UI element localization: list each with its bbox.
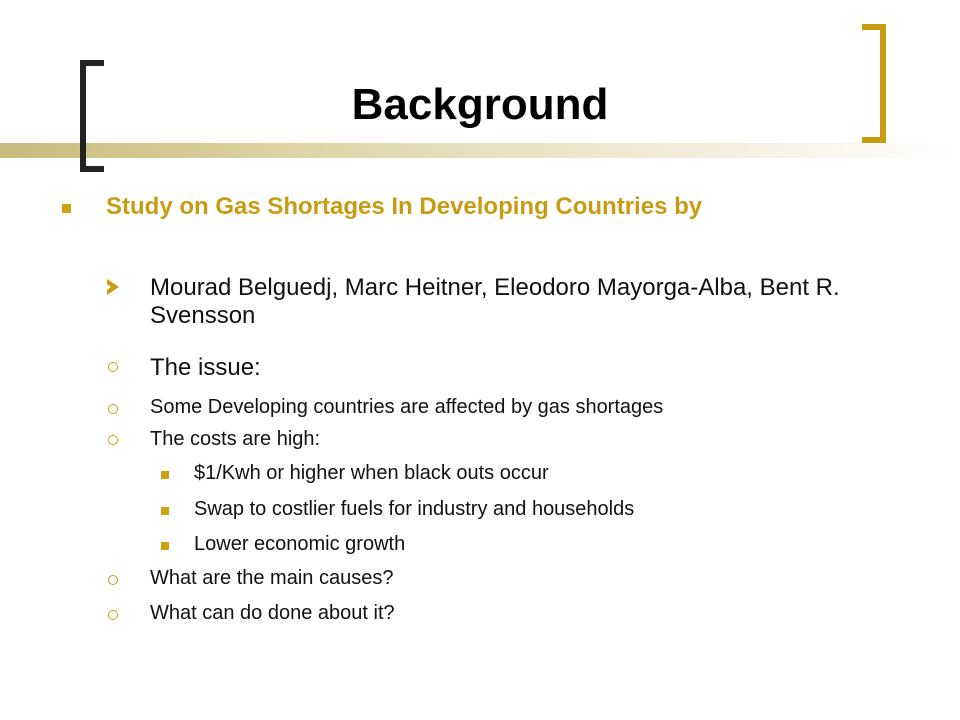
cost-item: Lower economic growth <box>194 533 406 555</box>
square-bullet-icon <box>160 506 170 516</box>
square-bullet-icon <box>160 470 170 480</box>
question-item: What can do done about it? <box>150 602 395 624</box>
ring-bullet-icon <box>107 434 119 446</box>
issue-label: The issue: <box>150 354 261 381</box>
ring-bullet-icon <box>107 609 119 621</box>
point-item: The costs are high: <box>150 428 321 450</box>
arrow-bullet-icon <box>106 279 120 295</box>
slide-title: Background <box>351 80 609 129</box>
ring-bullet-icon <box>107 403 119 415</box>
square-bullet-icon <box>60 202 72 214</box>
question-item: What are the main causes? <box>150 567 394 589</box>
authors-text: Mourad Belguedj, Marc Heitner, Eleodoro Mayorga-Alba, Bent R. Svensson <box>150 274 840 329</box>
study-heading: Study on Gas Shortages In Developing Countries by <box>106 193 703 220</box>
cost-item: $1/Kwh or higher when black outs occur <box>194 462 549 484</box>
ring-bullet-icon <box>107 574 119 586</box>
point-item: Some Developing countries are affected by gas shortages <box>150 396 664 418</box>
square-bullet-icon <box>160 541 170 551</box>
title-band <box>0 143 960 158</box>
ring-bullet-icon <box>107 361 119 373</box>
cost-item: Swap to costlier fuels for industry and households <box>194 498 635 520</box>
